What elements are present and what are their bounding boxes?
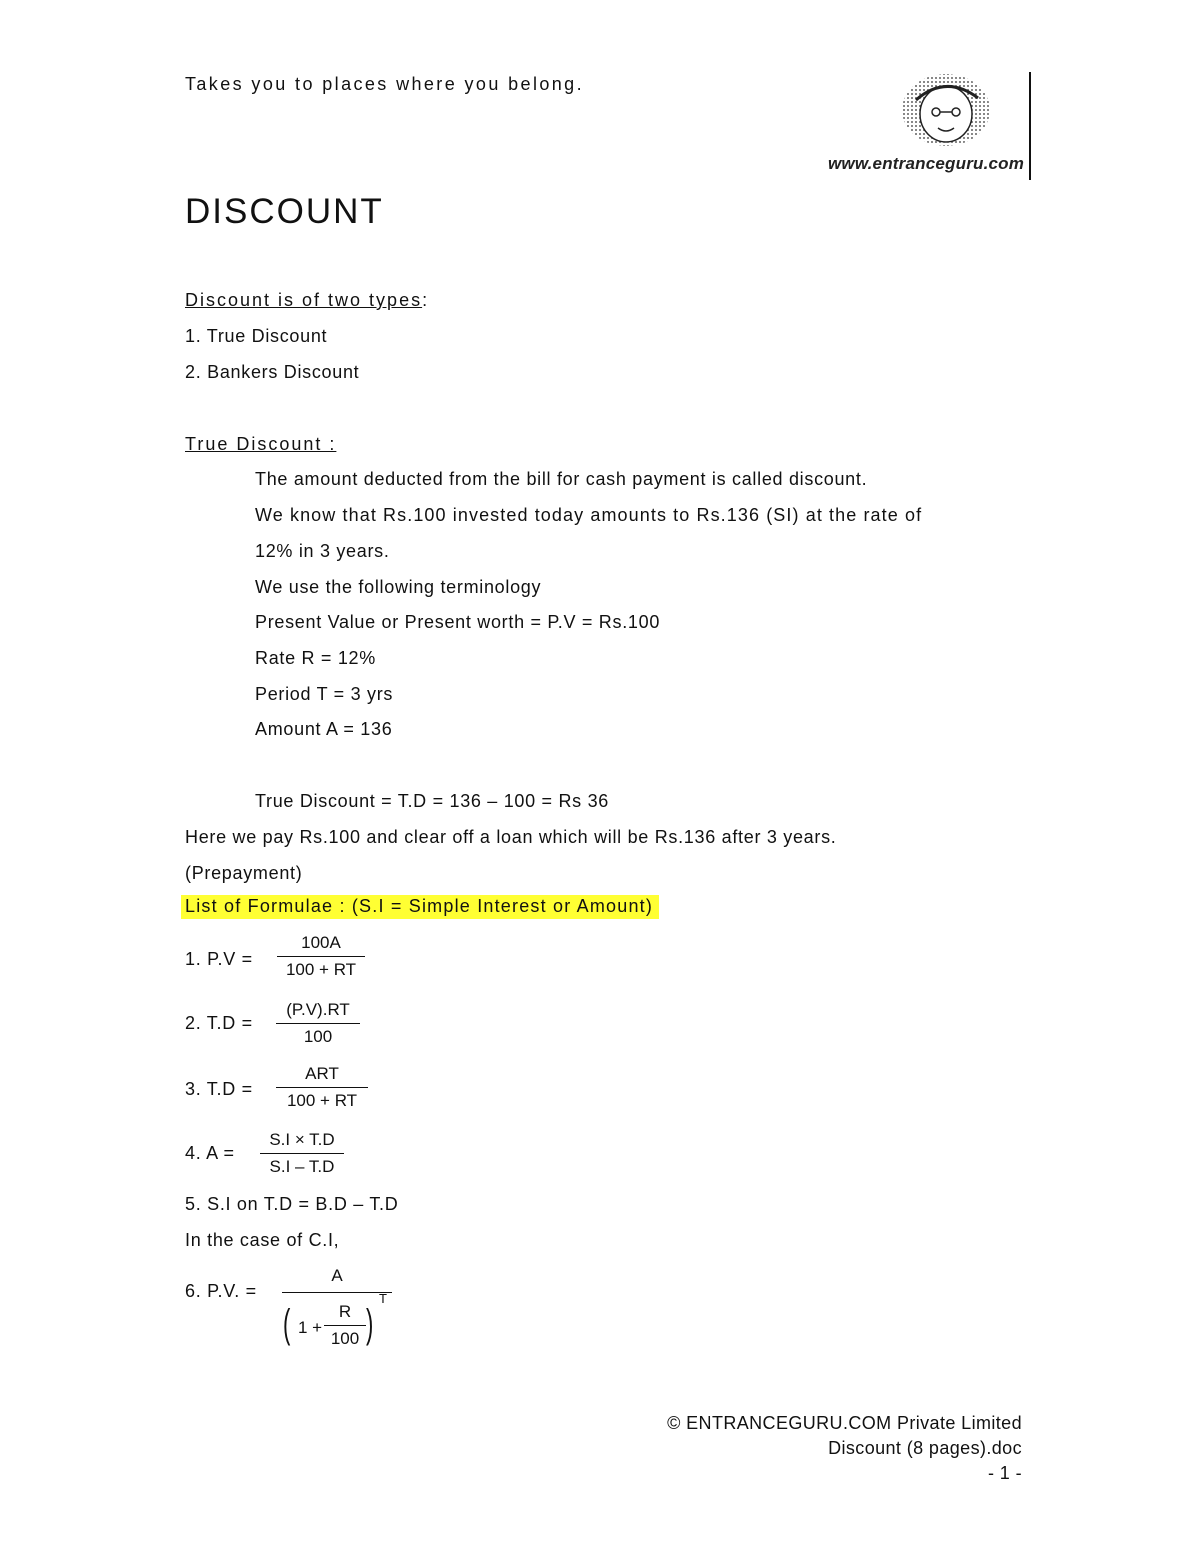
formula-4-label: 4. A = bbox=[185, 1143, 235, 1163]
formula-3-denominator: 100 + RT bbox=[276, 1087, 368, 1111]
logo-divider bbox=[1029, 72, 1031, 180]
footer-page-number: - 1 - bbox=[987, 1463, 1022, 1483]
td-line: The amount deducted from the bill for cash payment is called discount. bbox=[255, 469, 868, 489]
td-paragraph: (Prepayment) bbox=[185, 863, 303, 883]
header-tagline: Takes you to places where you belong. bbox=[185, 74, 584, 94]
footer-copyright: © ENTRANCEGURU.COM Private Limited bbox=[667, 1413, 1022, 1433]
page-title: DISCOUNT bbox=[185, 192, 384, 231]
guru-face-icon bbox=[886, 68, 996, 158]
td-line: Amount A = 136 bbox=[255, 719, 393, 739]
formula-6-label: 6. P.V. = bbox=[185, 1281, 257, 1301]
formula-4-denominator: S.I – T.D bbox=[260, 1153, 344, 1177]
true-discount-heading: True Discount : bbox=[185, 434, 337, 454]
formula-2-label: 2. T.D = bbox=[185, 1013, 253, 1033]
entranceguru-logo bbox=[826, 68, 1036, 180]
td-line: Period T = 3 yrs bbox=[255, 684, 394, 704]
formula-2-numerator: (P.V).RT bbox=[286, 1000, 350, 1019]
ci-note: In the case of C.I, bbox=[185, 1230, 340, 1250]
td-line: We know that Rs.100 invested today amounts to Rs.136 (SI) at the rate of bbox=[255, 505, 923, 525]
list-item: 1. True Discount bbox=[185, 326, 328, 346]
formula-4-numerator: S.I × T.D bbox=[269, 1130, 335, 1149]
formula-5: 5. S.I on T.D = B.D – T.D bbox=[185, 1194, 399, 1214]
formula-6-inner-fraction bbox=[324, 1302, 366, 1349]
formula-1-denominator: 100 + RT bbox=[277, 956, 365, 980]
types-heading: Discount is of two types bbox=[185, 290, 423, 310]
types-heading-colon: : bbox=[422, 290, 428, 310]
formula-6-one-plus: 1 + bbox=[298, 1318, 323, 1337]
formulae-heading: List of Formulae : (S.I = Simple Interest or Amount) bbox=[181, 895, 659, 919]
formula-6-fraction-bar bbox=[282, 1292, 392, 1293]
formula-6-exponent: T bbox=[379, 1291, 387, 1306]
formula-6-numerator: A bbox=[331, 1266, 343, 1285]
td-line: Present Value or Present worth = P.V = Rs.100 bbox=[255, 612, 661, 632]
formula-3-numerator: ART bbox=[305, 1064, 339, 1083]
formula-6-inner-numerator: R bbox=[338, 1302, 352, 1321]
td-line: True Discount = T.D = 136 – 100 = Rs 36 bbox=[255, 791, 609, 811]
formula-3-label: 3. T.D = bbox=[185, 1079, 253, 1099]
list-item: 2. Bankers Discount bbox=[185, 362, 360, 382]
formula-2-denominator: 100 bbox=[276, 1023, 360, 1047]
formula-1-numerator: 100A bbox=[301, 933, 341, 952]
formula-6-left-paren: ( bbox=[283, 1302, 291, 1346]
td-line: Rate R = 12% bbox=[255, 648, 376, 668]
formula-6-right-paren: ) bbox=[366, 1302, 374, 1346]
formula-3-fraction bbox=[276, 1064, 368, 1111]
formula-1-label: 1. P.V = bbox=[185, 949, 253, 969]
formula-2-fraction bbox=[276, 1000, 360, 1047]
td-line: We use the following terminology bbox=[255, 577, 542, 597]
formula-1-fraction bbox=[277, 933, 365, 980]
formula-4-fraction bbox=[260, 1130, 344, 1177]
td-paragraph: Here we pay Rs.100 and clear off a loan which will be Rs.136 after 3 years. bbox=[185, 827, 837, 847]
logo-url-text: www.entranceguru.com bbox=[828, 154, 1025, 173]
footer-filename: Discount (8 pages).doc bbox=[828, 1438, 1022, 1458]
types-heading-line bbox=[185, 290, 428, 311]
formula-6-inner-denominator: 100 bbox=[324, 1325, 366, 1349]
td-line: 12% in 3 years. bbox=[255, 541, 390, 561]
